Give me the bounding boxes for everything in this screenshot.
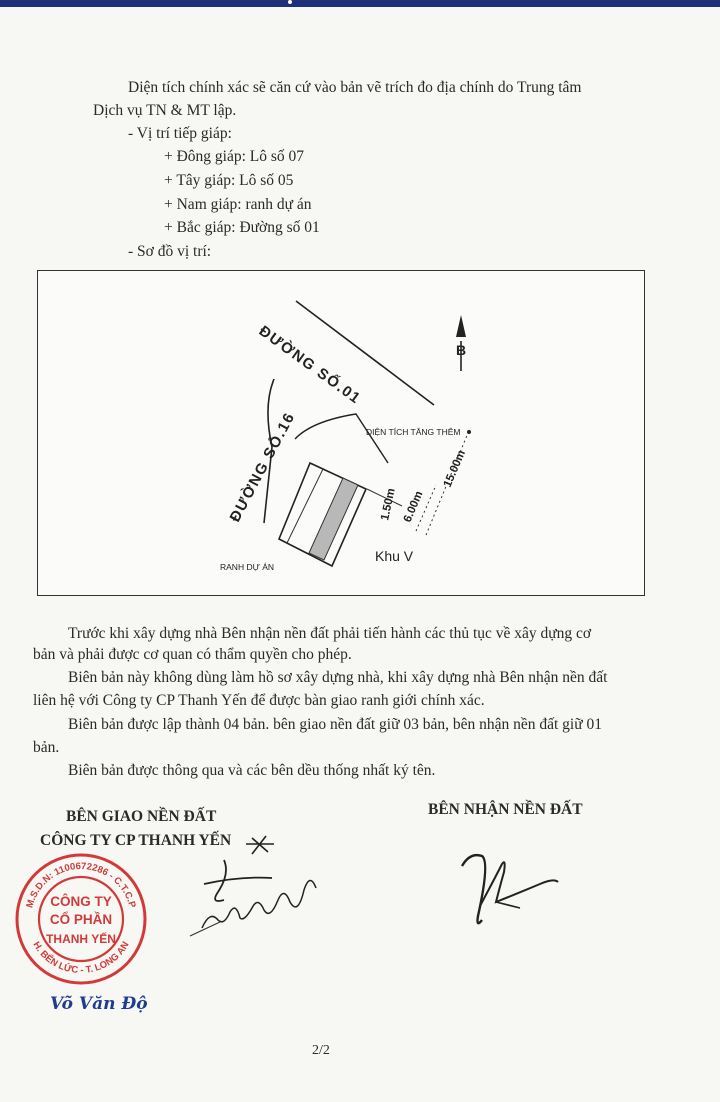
page-number: 2/2 [312,1043,330,1058]
north-arrow-head [456,315,466,337]
extra-area-strip [309,478,358,560]
boundary-south: + Nam giáp: ranh dự án [164,196,312,213]
boundary-east: + Đông giáp: Lô số 07 [164,148,305,165]
lot-corner-arc [295,414,388,463]
seal-ring-top: M.S.D.N: 1100672286 - C.T.C.P [24,860,138,910]
receiver-title: BÊN NHẬN NỀN ĐẤT [428,801,583,818]
location-diagram [37,270,645,596]
project-boundary-label: RANH DỰ ÁN [220,562,275,572]
zone-label: Khu V [375,548,414,564]
boundary-west: + Tây giáp: Lô số 05 [164,172,294,189]
company-seal [14,852,148,986]
seal-line-3: THANH YẾN [46,932,116,946]
paragraph-3-line-2: bản. [33,739,60,756]
north-label: B [455,342,467,358]
extra-area-label: DIỆN TÍCH TĂNG THÊM [366,427,461,437]
dim-label-150: 1.50m [379,487,398,522]
seal-line-2: CỔ PHẦN [49,912,113,927]
seal-line-1: CÔNG TY [50,894,112,909]
dim-point [467,430,471,434]
dim-label-15: 15.00m [441,448,469,490]
dim-label-6: 6.00m [401,489,426,525]
intro-line-1: Diện tích chính xác sẽ căn cứ vào bản vẽ trích đo địa chính do Trung tâm [128,79,582,96]
top-border [0,0,720,7]
paragraph-4: Biên bản được thông qua và các bên dều thống nhất ký tên. [68,762,436,779]
paragraph-1-line-1: Trước khi xây dựng nhà Bên nhận nền đất phải tiến hành các thủ tục về xây dựng cơ [68,625,592,642]
road-01-label: ĐƯỜNG SỐ.01 [255,322,365,408]
paragraph-2-line-1: Biên bản này không dùng làm hồ sơ xây dựng nhà, khi xây dựng nhà Bên nhận nền đất [68,669,608,686]
boundaries-heading: - Vị trí tiếp giáp: [128,125,232,142]
road-01-edge [296,301,434,405]
signer-name: Võ Văn Độ [50,994,148,1014]
road-16-label: ĐƯỜNG SỐ.16 [226,409,299,525]
seal-ring-bottom: H. BẾN LỨC - T. LONG AN [30,939,132,977]
giver-title: BÊN GIAO NỀN ĐẤT [66,808,217,825]
intro-line-2: Dịch vụ TN & MT lập. [93,102,237,119]
giver-company: CÔNG TY CP THANH YẾN [40,832,232,849]
paragraph-3-line-1: Biên bản được lập thành 04 bản. bên giao nền đất giữ 03 bản, bên nhận nền đất giữ 01 [68,716,603,733]
paragraph-2-line-2: liên hệ với Công ty CP Thanh Yến để được bàn giao ranh giới chính xác. [33,692,485,709]
paragraph-1 [68,623,591,645]
top-border-mark [288,0,292,4]
diagram-drawing [38,271,646,597]
location-heading: - Sơ đồ vị trí: [128,243,212,260]
giver-signature [180,830,340,940]
paragraph-1-line-2: bản và phải được cơ quan có thẩm quyền cho phép. [33,646,352,663]
receiver-signature [456,846,576,936]
boundary-north: + Bắc giáp: Đường số 01 [164,219,320,236]
